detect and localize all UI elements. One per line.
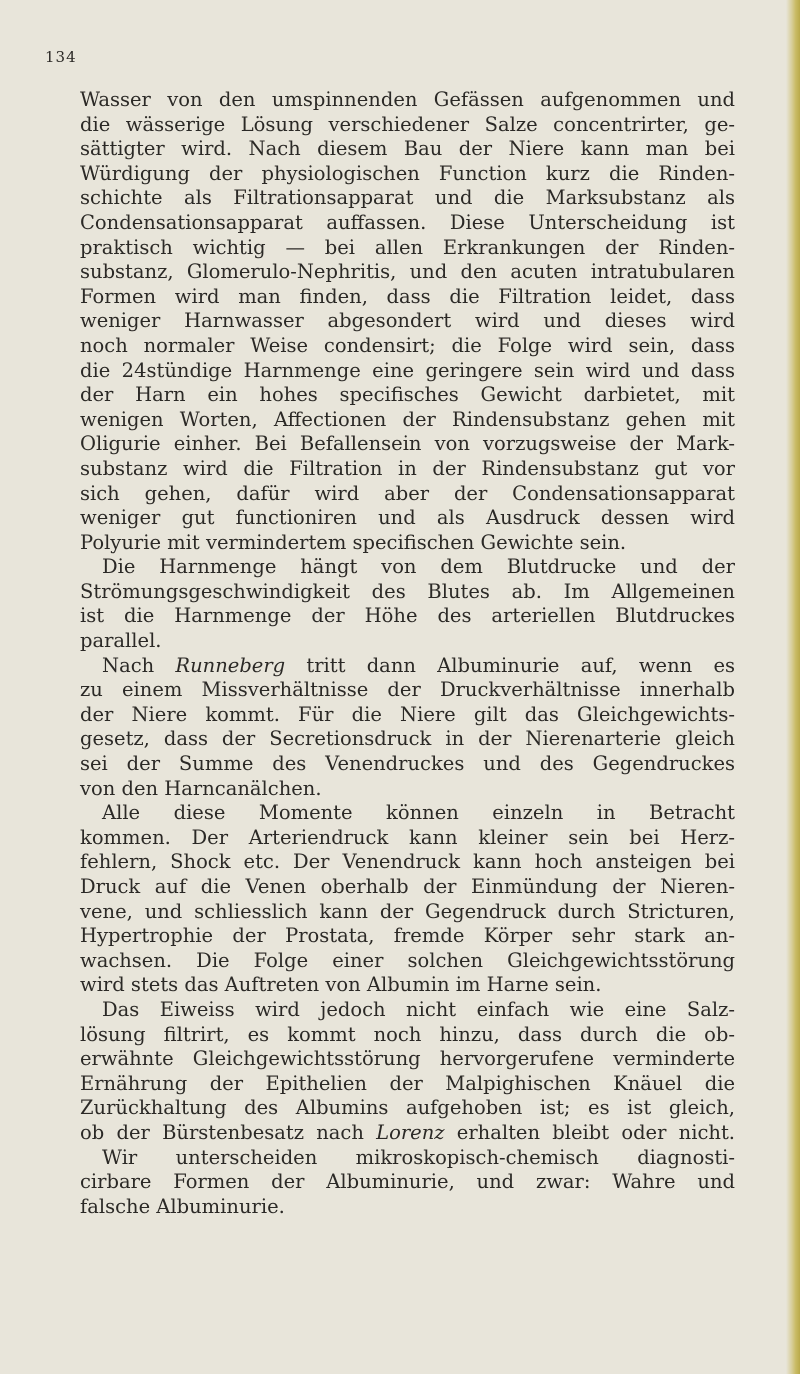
text-line: Das Eiweiss wird jedoch nicht einfach wie eine Salz- <box>102 997 735 1021</box>
text-line: noch normaler Weise condensirt; die Folge wird sein, dass <box>80 333 735 357</box>
text-line: Würdigung der physiologischen Function kurz die Rinden- <box>80 161 735 185</box>
text-line: sei der Summe des Venendruckes und des Gegendruckes <box>80 752 735 776</box>
text-line: die 24stündige Harnmenge eine geringere sein wird und dass <box>80 358 735 382</box>
text-line: Wasser von den umspinnenden Gefässen aufgenommen und <box>80 88 735 111</box>
text-line: der Niere kommt. Für die Niere gilt das Gleichgewichts- <box>80 702 735 726</box>
text-line: vene, und schliesslich kann der Gegendruck durch Stricturen, <box>80 899 735 923</box>
text-line <box>80 654 735 679</box>
text-line: substanz wird die Filtration in der Rindensubstanz gut vor <box>80 456 735 480</box>
text-line: lösung filtrirt, es kommt noch hinzu, dass durch die ob- <box>80 1022 735 1046</box>
text-line: Oligurie einher. Bei Befallensein von vorzugsweise der Mark- <box>80 432 735 456</box>
text-line: die wässerige Lösung verschiedener Salze concentrirter, ge- <box>80 112 735 136</box>
text-line: zu einem Missverhältnisse der Druckverhältnisse innerhalb <box>80 678 735 702</box>
text-line: erwähnte Gleichgewichtsstörung hervorgerufene verminderte <box>80 1047 735 1071</box>
text-line: ist die Harnmenge der Höhe des arteriellen Blutdruckes <box>80 604 735 628</box>
text-line: der Harn ein hohes specifisches Gewicht darbietet, mit <box>80 383 735 407</box>
text-line: Formen wird man finden, dass die Filtration leidet, dass <box>80 284 735 308</box>
text-line: Zurückhaltung des Albumins aufgehoben ist; es ist gleich, <box>80 1096 735 1120</box>
text-line: schichte als Filtrationsapparat und die Marksubstanz als <box>80 186 735 210</box>
text-line: Strömungsgeschwindigkeit des Blutes ab. Im Allgemeinen <box>80 579 735 603</box>
text-line: Wir unterscheiden mikroskopisch-chemisch diagnosti- <box>102 1145 735 1169</box>
text-segment: erhalten bleibt oder nicht. <box>444 1120 735 1144</box>
text-line: Alle diese Momente können einzeln in Betracht <box>102 801 735 825</box>
text-line: falsche Albuminurie. <box>80 1194 285 1218</box>
text-line: Polyurie mit vermindertem specifischen Gewichte sein. <box>80 530 627 554</box>
text-line: sättigter wird. Nach diesem Bau der Niere kann man bei <box>80 137 735 161</box>
text-line: praktisch wichtig — bei allen Erkrankungen der Rinden- <box>80 235 735 259</box>
text-line: cirbare Formen der Albuminurie, und zwar: Wahre und <box>80 1170 735 1194</box>
text-line: weniger Harnwasser abgesondert wird und dieses wird <box>80 309 735 333</box>
text-line: sich gehen, dafür wird aber der Condensationsapparat <box>80 481 735 505</box>
text-line: gesetz, dass der Secretionsdruck in der Nierenarterie gleich <box>80 727 735 751</box>
text-line: Hypertrophie der Prostata, fremde Körper sehr stark an- <box>80 924 735 948</box>
page-edge <box>786 0 800 1374</box>
text-line: Die Harnmenge hängt von dem Blutdrucke und der <box>102 555 735 579</box>
text-line: weniger gut functioniren und als Ausdruck dessen wird <box>80 506 735 530</box>
text-segment: Nach <box>102 653 176 677</box>
text-line: kommen. Der Arteriendruck kann kleiner sein bei Herz- <box>80 825 735 849</box>
text-line: Druck auf die Venen oberhalb der Einmündung der Nieren- <box>80 875 735 898</box>
author-name: Lorenz <box>376 1120 445 1144</box>
text-line: fehlern, Shock etc. Der Venendruck kann hoch ansteigen bei <box>80 850 735 874</box>
text-line: Ernährung der Epithelien der Malpighischen Knäuel die <box>80 1071 735 1095</box>
text-line: wird stets das Auftreten von Albumin im Harne sein. <box>80 973 602 997</box>
text-segment: tritt dann Albuminurie auf, wenn es <box>285 653 735 677</box>
text-line <box>80 1121 735 1146</box>
text-line: wenigen Worten, Affectionen der Rindensubstanz gehen mit <box>80 407 735 431</box>
text-line: wachsen. Die Folge einer solchen Gleichgewichtsstörung <box>80 948 735 972</box>
author-name: Runneberg <box>175 653 286 677</box>
page-number: 134 <box>45 48 77 66</box>
text-segment: ob der Bürstenbesatz nach <box>80 1120 377 1144</box>
text-line: parallel. <box>80 629 162 653</box>
text-line: von den Harncanälchen. <box>80 776 322 800</box>
text-line: Condensationsapparat auffassen. Diese Unterscheidung ist <box>80 210 735 234</box>
body-text <box>80 88 735 1219</box>
text-line: substanz, Glomerulo-Nephritis, und den acuten intratubularen <box>80 260 735 284</box>
